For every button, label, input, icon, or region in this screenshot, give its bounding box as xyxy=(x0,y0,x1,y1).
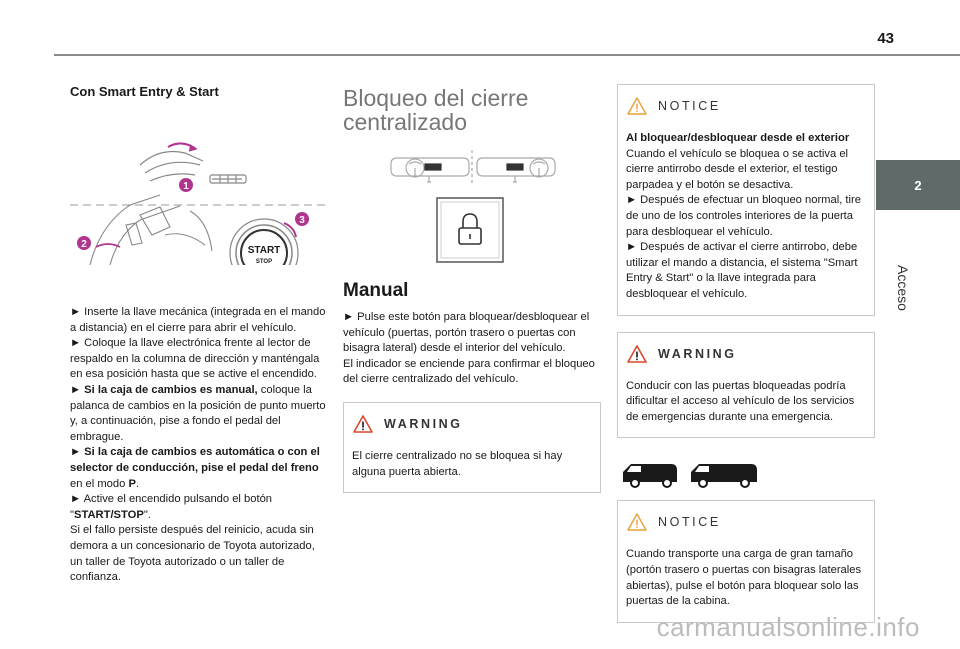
instruction-paragraph xyxy=(70,492,326,523)
manual-locking-step: ► Pulse este botón para bloquear/desbloquear el vehículo (puertas, portón trasero o puertas con bisagra lateral) desde el interior del vehículo. xyxy=(343,311,590,355)
lock-button-illustration xyxy=(343,194,601,266)
notice-box-exterior-locking xyxy=(617,84,875,316)
page-number: 43 xyxy=(877,30,894,47)
chapter-tab[interactable]: 2 xyxy=(876,160,960,210)
callout-2-text: 2 xyxy=(81,239,87,250)
chapter-label: Acceso xyxy=(895,265,911,311)
warning-text: Conducir con las puertas bloqueadas podría dificultar el acceso al vehículo de los servicios de emergencias durante una emergencia. xyxy=(626,379,855,423)
instruction-run: en el modo xyxy=(70,477,129,490)
instruction-paragraph xyxy=(70,445,326,492)
instruction-run: ► Coloque la llave electrónica frente al lector de respaldo en la columna de dirección y manténgala en esa posición hasta que se active el encendido. xyxy=(70,337,320,381)
warning-box-door-open xyxy=(343,402,601,493)
door-handle-key-drawing xyxy=(140,143,246,183)
header-rule xyxy=(54,54,874,56)
stop-label: STOP xyxy=(255,259,273,265)
instruction-paragraph xyxy=(70,305,326,336)
column-smart-entry xyxy=(70,84,326,586)
callout-1-text: 1 xyxy=(183,181,189,192)
instruction-run: P xyxy=(128,477,136,490)
callout-3-text: 3 xyxy=(299,215,305,226)
dashboard-locator-illustration xyxy=(343,146,601,188)
notice-icon xyxy=(626,96,648,116)
instruction-run: ► Inserte la llave mecánica (integrada en el mando a distancia) en el cierre para abrir el vehículo. xyxy=(70,306,326,334)
manual-locking-text xyxy=(343,310,601,388)
watermark: carmanualsonline.info xyxy=(656,612,920,642)
long-van-drawing xyxy=(691,464,757,487)
instruction-run: ► Si la caja de cambios es manual, xyxy=(70,383,258,396)
instruction-run: Si el fallo persiste después del reinicio, acuda sin demora a un concesionario de Toyota autorizado, un taller de Toyota autorizado o un taller de confianza. xyxy=(70,524,315,584)
warning-box-emergency xyxy=(617,332,875,439)
instruction-run: ► Si la caja de cambios es automática o con el selector de conducción, pise el pedal del freno xyxy=(70,446,320,474)
warning-title: WARNING xyxy=(658,346,737,361)
notice-paragraph: ► Después de efectuar un bloqueo normal, tire de uno de los controles interiores de la puerta para desbloquear el vehículo. xyxy=(626,194,861,238)
notice-body xyxy=(626,131,866,303)
side-rule xyxy=(874,54,960,56)
section-subtitle: Manual xyxy=(343,280,409,301)
smart-entry-instructions xyxy=(70,305,326,586)
instruction-run: coloque la palanca de cambios en la posición de punto muerto y, a continuación, pise a fondo el pedal del embrague. xyxy=(70,383,326,443)
notice-title: NOTICE xyxy=(658,515,721,530)
notice-icon xyxy=(626,512,648,532)
start-label: START xyxy=(247,245,281,256)
instruction-run: ► Active el encendido pulsando el botón " xyxy=(70,493,273,521)
column-central-locking xyxy=(343,84,601,493)
manual-locking-note: El indicador se enciende para confirmar el bloqueo del cierre centralizado del vehículo. xyxy=(343,357,595,386)
column-notices xyxy=(617,84,875,623)
instruction-run: ". xyxy=(143,508,151,521)
instruction-paragraph xyxy=(70,336,326,383)
instruction-run: . xyxy=(135,477,140,490)
warning-icon xyxy=(626,344,648,364)
smart-entry-illustration xyxy=(70,115,326,265)
notice-heading: Al bloquear/desbloquear desde el exterior xyxy=(626,132,850,144)
notice-text: Cuando transporte una carga de gran tamaño (portón trasero o puertas con bisagras laterales abiertas), pulse el botón para bloquear solo las puertas de la cabina. xyxy=(626,548,862,608)
notice-box-large-load xyxy=(617,500,875,622)
section-heading: Con Smart Entry & Start xyxy=(70,84,219,99)
page-title: Bloqueo del cierre centralizado xyxy=(343,85,529,135)
notice-title: NOTICE xyxy=(658,99,721,113)
warning-title: WARNING xyxy=(384,416,463,431)
van-versions-illustration xyxy=(617,452,875,492)
right-dashboard-drawing xyxy=(477,158,555,182)
left-dashboard-drawing xyxy=(391,158,469,182)
notice-paragraph: ► Después de activar el cierre antirrobo, debe utilizar el mando a distancia, el sistema "Smart Entry & Start" o la llave integrada para desbloquear el vehículo. xyxy=(626,241,858,300)
instruction-run: START/STOP xyxy=(73,508,144,521)
instruction-paragraph xyxy=(70,383,326,445)
instruction-paragraph xyxy=(70,523,326,585)
short-van-drawing xyxy=(623,464,677,487)
warning-text: El cierre centralizado no se bloquea si hay alguna puerta abierta. xyxy=(352,449,563,478)
notice-paragraph: Cuando el vehículo se bloquea o se activa el cierre antirrobo desde el exterior, el testigo parpadea y el botón se desactiva. xyxy=(626,147,849,191)
warning-icon xyxy=(352,414,374,434)
